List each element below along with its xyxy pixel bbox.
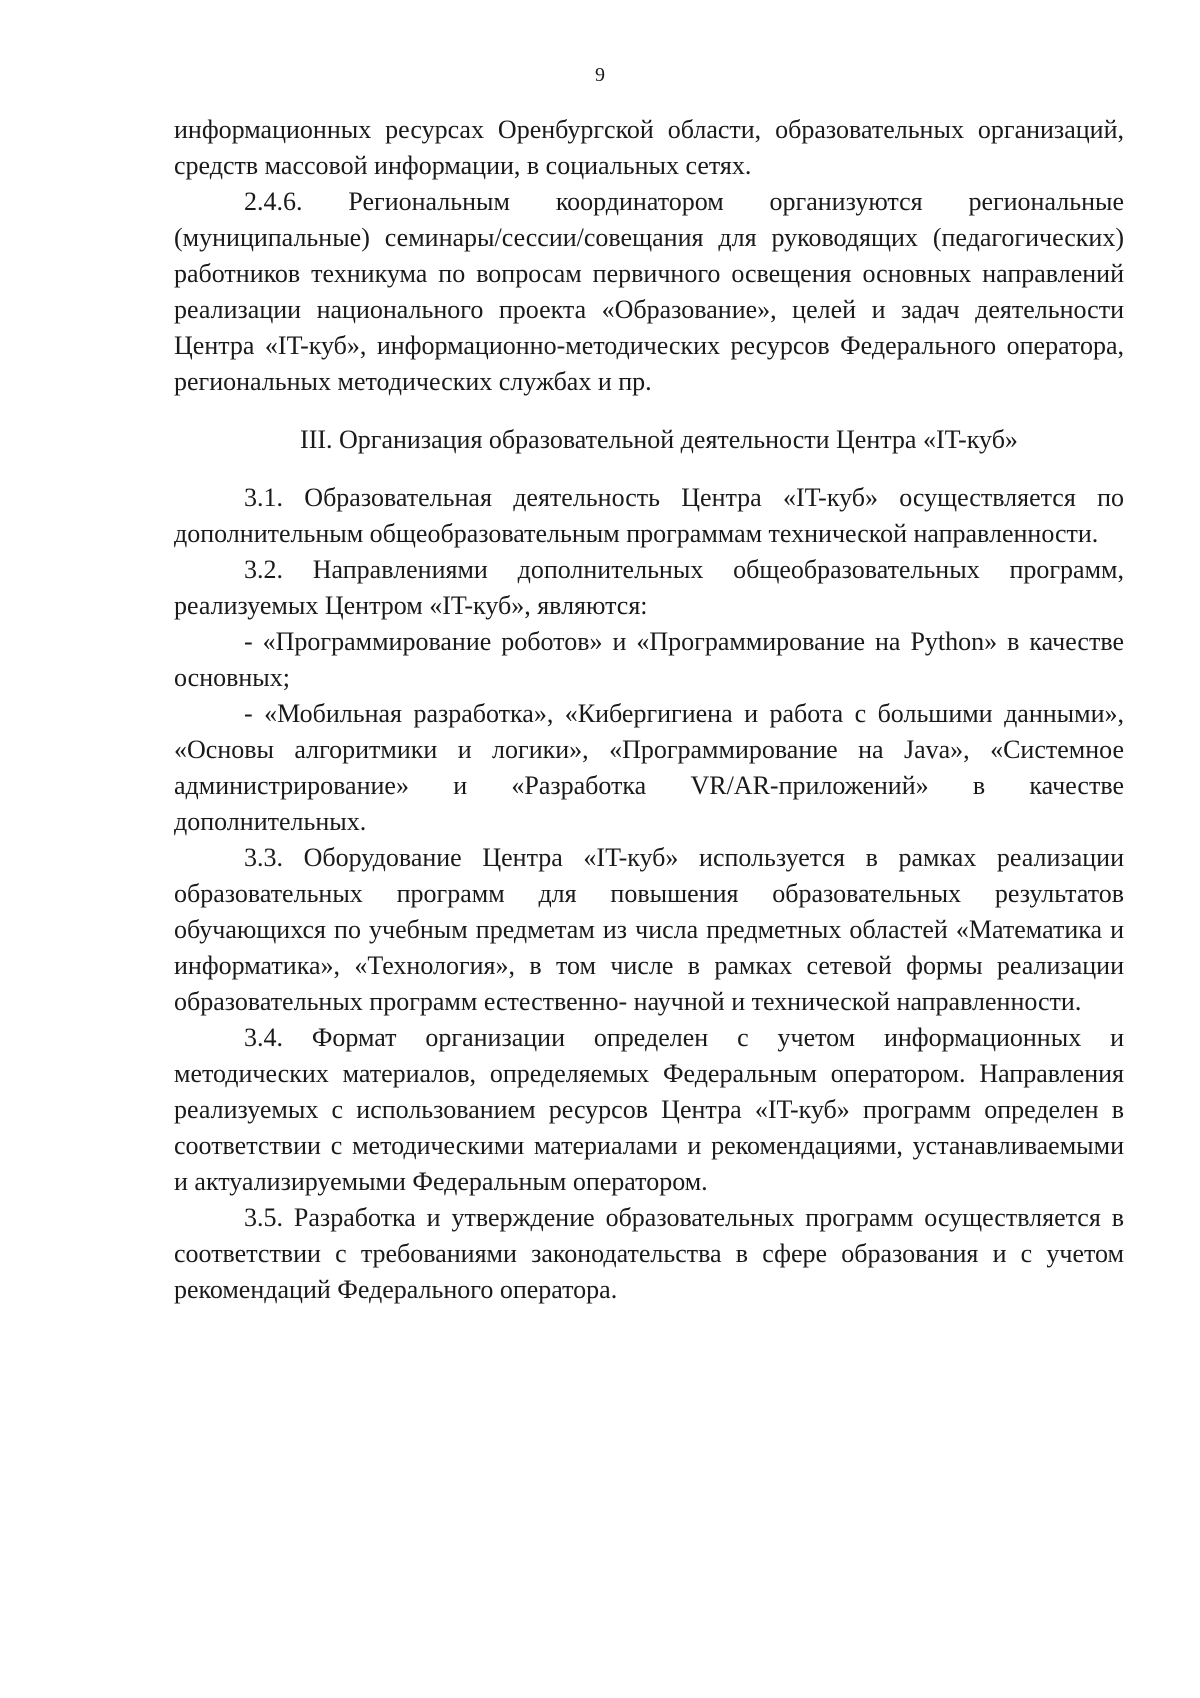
paragraph-continuation: информационных ресурсах Оренбургской области, образовательных организаций, средств массовой информации, в социальных сетях. [174,115,1124,180]
list-item-additional-programs: - «Мобильная разработка», «Кибергигиена и работа с большими данными», «Основы алгоритмики и логики», «Программирование на Java», «Системное администрирование» и «Разработка VR/AR-приложений» в качестве дополнительных. [174,699,1124,836]
document-body [174,112,1124,1308]
paragraph-3-3: 3.3. Оборудование Центра «IT-куб» используется в рамках реализации образовательных программ для повышения образовательных результатов обучающихся по учебным предметам из числа предметных областей «Математика и информатика», «Технология», в том числе в рамках сетевой формы реализации образовательных программ естественно- научной и технической направленности. [174,843,1124,1016]
paragraph-3-4: 3.4. Формат организации определен с учетом информационных и методических материалов, определяемых Федеральным оператором. Направления реализуемых с использованием ресурсов Центра «IT-куб» программ определен в соответствии с методическими материалами и рекомендациями, устанавливаемыми и актуализируемыми Федеральным оператором. [174,1023,1124,1196]
paragraph-3-1: 3.1. Образовательная деятельность Центра «IT-куб» осуществляется по дополнительным общеобразовательным программам технической направленности. [174,483,1124,548]
list-item-main-programs: - «Программирование роботов» и «Программирование на Python» в качестве основных; [174,627,1124,692]
page-number: 9 [595,64,605,86]
section-heading: III. Организация образовательной деятельности Центра «IT-куб» [300,425,1018,454]
paragraph-3-5: 3.5. Разработка и утверждение образовательных программ осуществляется в соответствии с требованиями законодательства в сфере образования и с учетом рекомендаций Федерального оператора. [174,1203,1124,1304]
paragraph-2-4-6: 2.4.6. Региональным координатором организуются региональные (муниципальные) семинары/сессии/совещания для руководящих (педагогических) работников техникума по вопросам первичного освещения основных направлений реализации национального проекта «Образование», целей и задач деятельности Центра «IT-куб», информационно-методических ресурсов Федерального оператора, региональных методических службах и пр. [174,187,1124,396]
paragraph-3-2: 3.2. Направлениями дополнительных общеобразовательных программ, реализуемых Центром «IT-куб», являются: [174,555,1124,620]
